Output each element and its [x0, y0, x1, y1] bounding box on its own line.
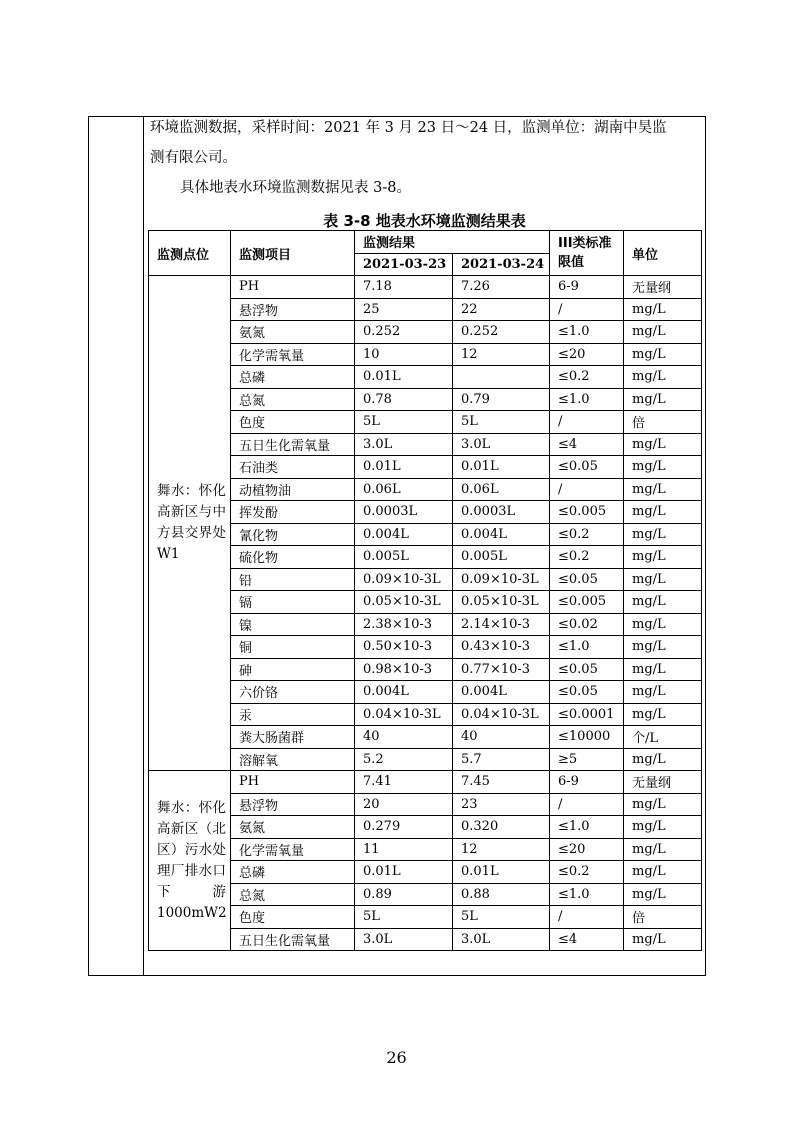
unit-cell: mg/L — [624, 861, 702, 884]
standard-cell: ≤0.005 — [550, 591, 624, 614]
standard-cell: ≤0.0001 — [550, 703, 624, 726]
item-cell: 镉 — [231, 591, 355, 614]
table-row — [149, 816, 702, 839]
table-header-row — [149, 231, 702, 254]
unit-cell: mg/L — [624, 658, 702, 681]
item-cell: 总氮 — [231, 883, 355, 906]
item-cell: 氨氮 — [231, 321, 355, 344]
result-date2-cell: 0.77×10-3 — [453, 658, 550, 681]
unit-cell: mg/L — [624, 816, 702, 839]
item-cell: 粪大肠菌群 — [231, 726, 355, 749]
item-cell: 六价铬 — [231, 681, 355, 704]
result-date2-cell: 7.26 — [453, 276, 550, 299]
table-row — [149, 748, 702, 771]
unit-cell: mg/L — [624, 388, 702, 411]
result-date1-cell: 0.004L — [355, 681, 453, 704]
unit-cell: mg/L — [624, 568, 702, 591]
unit-cell: 倍 — [624, 906, 702, 929]
header-item: 监测项目 — [231, 231, 355, 276]
intro-line-1: 环境监测数据，采样时间：2021 年 3 月 23 日～24 日，监测单位：湖南中昊监 — [150, 120, 667, 136]
unit-cell: mg/L — [624, 456, 702, 479]
header-result: 监测结果 — [355, 231, 550, 254]
unit-cell: mg/L — [624, 748, 702, 771]
item-cell: 悬浮物 — [231, 793, 355, 816]
result-date1-cell: 0.78 — [355, 388, 453, 411]
item-cell: 铅 — [231, 568, 355, 591]
table-row — [149, 681, 702, 704]
unit-cell: mg/L — [624, 591, 702, 614]
result-date1-cell: 0.06L — [355, 478, 453, 501]
item-cell: PH — [231, 276, 355, 299]
header-unit: 单位 — [624, 231, 702, 276]
table-row — [149, 546, 702, 569]
standard-cell: ≤0.2 — [550, 861, 624, 884]
intro-line-3: 具体地表水环境监测数据见表 3-8。 — [180, 180, 411, 196]
result-date2-cell: 0.0003L — [453, 501, 550, 524]
result-date2-cell: 0.004L — [453, 681, 550, 704]
table-row — [149, 478, 702, 501]
result-date2-cell: 0.79 — [453, 388, 550, 411]
result-date1-cell: 0.004L — [355, 523, 453, 546]
table-row — [149, 838, 702, 861]
result-date2-cell: 12 — [453, 343, 550, 366]
item-cell: 色度 — [231, 411, 355, 434]
result-date1-cell: 7.41 — [355, 771, 453, 794]
table-row — [149, 456, 702, 479]
item-cell: 化学需氧量 — [231, 838, 355, 861]
table-row — [149, 388, 702, 411]
standard-cell: ≤1.0 — [550, 388, 624, 411]
standard-cell: ≤20 — [550, 838, 624, 861]
result-date1-cell: 40 — [355, 726, 453, 749]
result-date2-cell: 0.320 — [453, 816, 550, 839]
result-date1-cell: 11 — [355, 838, 453, 861]
result-date2-cell: 0.06L — [453, 478, 550, 501]
result-date2-cell: 23 — [453, 793, 550, 816]
item-cell: 总氮 — [231, 388, 355, 411]
unit-cell: mg/L — [624, 433, 702, 456]
unit-cell: mg/L — [624, 478, 702, 501]
standard-cell: ≤0.02 — [550, 613, 624, 636]
result-date1-cell: 7.18 — [355, 276, 453, 299]
table-row — [149, 928, 702, 951]
result-date1-cell: 5L — [355, 411, 453, 434]
unit-cell: mg/L — [624, 703, 702, 726]
result-date1-cell: 2.38×10-3 — [355, 613, 453, 636]
table-row — [149, 568, 702, 591]
monitoring-results-table — [148, 230, 702, 951]
table-row — [149, 501, 702, 524]
unit-cell: mg/L — [624, 793, 702, 816]
table-row — [149, 523, 702, 546]
result-date1-cell: 0.005L — [355, 546, 453, 569]
standard-cell: ≤0.2 — [550, 523, 624, 546]
standard-cell: ≥5 — [550, 748, 624, 771]
header-date-1: 2021-03-23 — [355, 253, 453, 276]
unit-cell: 无量纲 — [624, 771, 702, 794]
table-row — [149, 591, 702, 614]
result-date2-cell: 3.0L — [453, 433, 550, 456]
result-date1-cell: 5.2 — [355, 748, 453, 771]
item-cell: 溶解氧 — [231, 748, 355, 771]
result-date2-cell: 2.14×10-3 — [453, 613, 550, 636]
header-date-2: 2021-03-24 — [453, 253, 550, 276]
item-cell: PH — [231, 771, 355, 794]
table-row — [149, 276, 702, 299]
item-cell: 悬浮物 — [231, 298, 355, 321]
table-row — [149, 343, 702, 366]
monitoring-point-cell: 舞水：怀化高新区（北区）污水处理厂排水口下游 1000mW2 — [149, 771, 231, 951]
standard-cell: ≤4 — [550, 433, 624, 456]
table-row — [149, 298, 702, 321]
result-date1-cell: 5L — [355, 906, 453, 929]
table-row — [149, 411, 702, 434]
result-date1-cell: 3.0L — [355, 928, 453, 951]
unit-cell: mg/L — [624, 343, 702, 366]
result-date2-cell: 0.04×10-3L — [453, 703, 550, 726]
item-cell: 氨氮 — [231, 816, 355, 839]
result-date1-cell: 0.05×10-3L — [355, 591, 453, 614]
result-date2-cell: 12 — [453, 838, 550, 861]
unit-cell: mg/L — [624, 523, 702, 546]
item-cell: 五日生化需氧量 — [231, 433, 355, 456]
unit-cell: mg/L — [624, 321, 702, 344]
result-date2-cell: 0.43×10-3 — [453, 636, 550, 659]
intro-line-2: 测有限公司。 — [150, 150, 237, 166]
standard-cell: ≤1.0 — [550, 636, 624, 659]
unit-cell: mg/L — [624, 838, 702, 861]
item-cell: 化学需氧量 — [231, 343, 355, 366]
unit-cell: mg/L — [624, 883, 702, 906]
result-date2-cell — [453, 366, 550, 389]
result-date1-cell: 0.98×10-3 — [355, 658, 453, 681]
item-cell: 汞 — [231, 703, 355, 726]
unit-cell: mg/L — [624, 613, 702, 636]
result-date2-cell: 7.45 — [453, 771, 550, 794]
standard-cell: ≤4 — [550, 928, 624, 951]
item-cell: 五日生化需氧量 — [231, 928, 355, 951]
unit-cell: mg/L — [624, 636, 702, 659]
unit-cell: mg/L — [624, 366, 702, 389]
standard-cell: 6-9 — [550, 276, 624, 299]
result-date2-cell: 0.01L — [453, 861, 550, 884]
header-point: 监测点位 — [149, 231, 231, 276]
result-date1-cell: 0.89 — [355, 883, 453, 906]
frame-column-divider — [143, 117, 144, 975]
result-date2-cell: 5L — [453, 411, 550, 434]
result-date1-cell: 0.09×10-3L — [355, 568, 453, 591]
standard-cell: ≤0.2 — [550, 546, 624, 569]
standard-cell: ≤0.05 — [550, 681, 624, 704]
item-cell: 动植物油 — [231, 478, 355, 501]
standard-cell: / — [550, 906, 624, 929]
result-date2-cell: 0.88 — [453, 883, 550, 906]
item-cell: 总磷 — [231, 861, 355, 884]
table-row — [149, 321, 702, 344]
result-date2-cell: 0.004L — [453, 523, 550, 546]
result-date2-cell: 22 — [453, 298, 550, 321]
unit-cell: 个/L — [624, 726, 702, 749]
header-standard: III类标准限值 — [550, 231, 624, 276]
standard-cell: ≤1.0 — [550, 816, 624, 839]
result-date1-cell: 20 — [355, 793, 453, 816]
standard-cell: ≤0.2 — [550, 366, 624, 389]
table-row — [149, 613, 702, 636]
item-cell: 镍 — [231, 613, 355, 636]
result-date1-cell: 0.01L — [355, 366, 453, 389]
table-row — [149, 861, 702, 884]
result-date1-cell: 0.01L — [355, 456, 453, 479]
table-row — [149, 703, 702, 726]
item-cell: 总磷 — [231, 366, 355, 389]
table-row — [149, 366, 702, 389]
item-cell: 石油类 — [231, 456, 355, 479]
standard-cell: ≤0.05 — [550, 456, 624, 479]
unit-cell: mg/L — [624, 501, 702, 524]
result-date1-cell: 0.01L — [355, 861, 453, 884]
item-cell: 硫化物 — [231, 546, 355, 569]
table-caption: 表 3-8 地表水环境监测结果表 — [323, 212, 526, 230]
table-row — [149, 771, 702, 794]
standard-cell: 6-9 — [550, 771, 624, 794]
table-row — [149, 636, 702, 659]
result-date2-cell: 5.7 — [453, 748, 550, 771]
result-date1-cell: 3.0L — [355, 433, 453, 456]
unit-cell: mg/L — [624, 298, 702, 321]
standard-cell: ≤0.05 — [550, 658, 624, 681]
standard-cell: ≤20 — [550, 343, 624, 366]
unit-cell: mg/L — [624, 546, 702, 569]
table-row — [149, 906, 702, 929]
table-row — [149, 883, 702, 906]
table-row — [149, 793, 702, 816]
result-date2-cell: 3.0L — [453, 928, 550, 951]
item-cell: 铜 — [231, 636, 355, 659]
result-date1-cell: 0.252 — [355, 321, 453, 344]
standard-cell: ≤1.0 — [550, 883, 624, 906]
result-date2-cell: 0.01L — [453, 456, 550, 479]
item-cell: 挥发酚 — [231, 501, 355, 524]
result-date2-cell: 0.005L — [453, 546, 550, 569]
result-date1-cell: 0.04×10-3L — [355, 703, 453, 726]
unit-cell: 倍 — [624, 411, 702, 434]
standard-cell: / — [550, 411, 624, 434]
item-cell: 色度 — [231, 906, 355, 929]
result-date2-cell: 0.252 — [453, 321, 550, 344]
standard-cell: ≤0.005 — [550, 501, 624, 524]
result-date2-cell: 5L — [453, 906, 550, 929]
unit-cell: mg/L — [624, 681, 702, 704]
result-date1-cell: 0.279 — [355, 816, 453, 839]
table-row — [149, 726, 702, 749]
item-cell: 氰化物 — [231, 523, 355, 546]
standard-cell: / — [550, 478, 624, 501]
unit-cell: mg/L — [624, 928, 702, 951]
page-number: 26 — [386, 1048, 407, 1067]
result-date2-cell: 0.05×10-3L — [453, 591, 550, 614]
standard-cell: ≤0.05 — [550, 568, 624, 591]
monitoring-point-cell: 舞水：怀化高新区与中方县交界处 W1 — [149, 276, 231, 771]
unit-cell: 无量纲 — [624, 276, 702, 299]
standard-cell: / — [550, 298, 624, 321]
result-date1-cell: 0.0003L — [355, 501, 453, 524]
item-cell: 砷 — [231, 658, 355, 681]
result-date2-cell: 40 — [453, 726, 550, 749]
result-date1-cell: 10 — [355, 343, 453, 366]
standard-cell: ≤1.0 — [550, 321, 624, 344]
table-row — [149, 433, 702, 456]
result-date1-cell: 0.50×10-3 — [355, 636, 453, 659]
standard-cell: / — [550, 793, 624, 816]
result-date2-cell: 0.09×10-3L — [453, 568, 550, 591]
table-row — [149, 658, 702, 681]
result-date1-cell: 25 — [355, 298, 453, 321]
standard-cell: ≤10000 — [550, 726, 624, 749]
